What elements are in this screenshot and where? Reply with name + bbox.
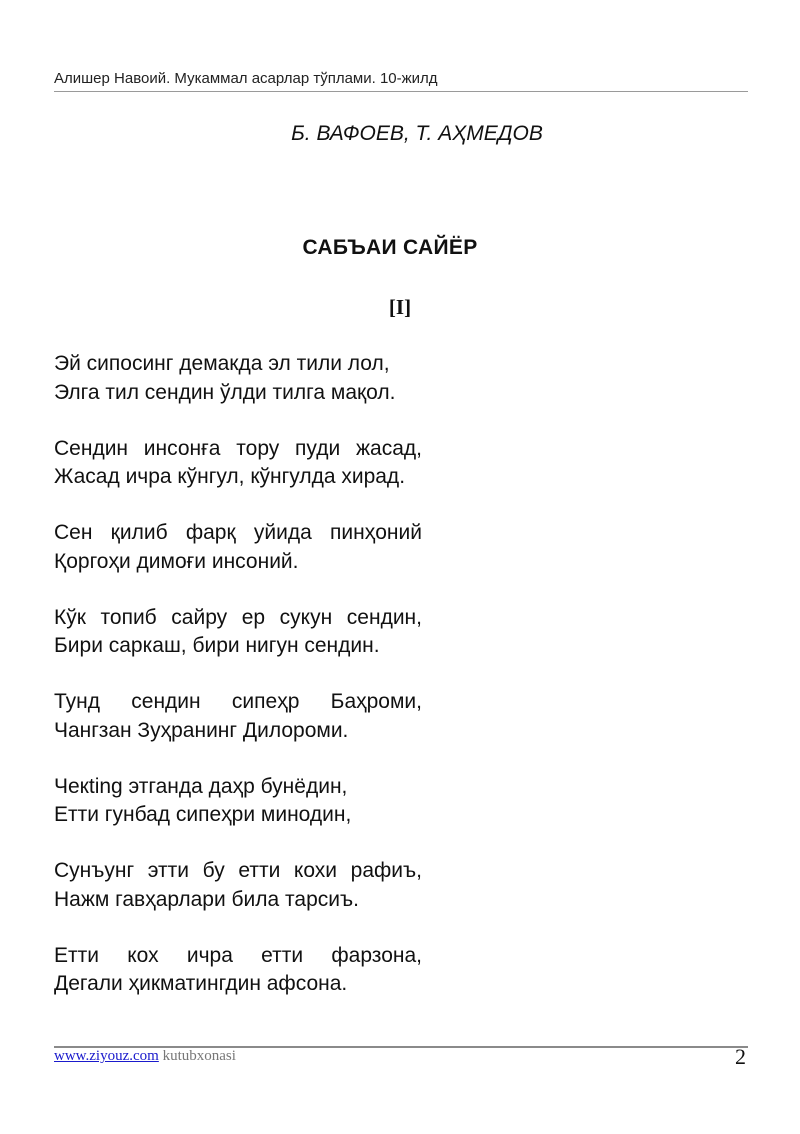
verse-line: Етти гунбад сипеҳри минодин, <box>54 803 352 826</box>
section-number: [I] <box>388 295 412 319</box>
verse-line: Сен қилиб фарқ уйида пинҳоний <box>54 521 422 544</box>
stanza <box>54 857 422 914</box>
verse-line: Элга тил сендин ўлди тилга мақол. <box>54 380 396 404</box>
verse-line: Сунъунг этти бу етти кохи рафиъ, <box>54 859 422 882</box>
site-link[interactable]: www.ziyouz.com <box>54 1048 159 1064</box>
stanza <box>54 519 422 576</box>
footer-suffix: kutubxonasi <box>162 1048 236 1064</box>
verse-line: Чангзан Зуҳранинг Дилороми. <box>54 718 349 742</box>
running-title: Алишер Навоий. Мукаммал асарлар тўплами. 10-жилд <box>54 70 438 87</box>
verse-line: Тунд сендин сипеҳр Баҳроми, <box>54 690 422 713</box>
verse-line: Етти кох ичра етти фарзона, <box>54 943 422 967</box>
verse-line: Эй сипосинг демакда эл тили лол, <box>54 352 390 375</box>
verse-line: Чекting этганда даҳр бунёдин, <box>54 774 348 798</box>
poem-title: САБЪАИ САЙЁР <box>302 236 478 259</box>
verse-line: Кўк топиб сайру ер сукун сендин, <box>54 605 422 629</box>
verse-line: Бири саркаш, бири нигун сендин. <box>54 634 380 657</box>
verse-line: Сендин инсонға тору пуди жасад, <box>54 436 422 460</box>
stanza <box>54 688 422 745</box>
stanza <box>54 350 422 407</box>
page-number: 2 <box>735 1044 746 1069</box>
verse-line: Нажм гавҳарлари била тарсиъ. <box>54 887 359 911</box>
stanza <box>54 942 422 999</box>
authors: Б. ВАФОЕВ, Т. АҲМЕДОВ <box>291 122 543 145</box>
stanza <box>54 773 422 830</box>
verse-line: Дегали ҳикматингдин афсона. <box>54 972 348 995</box>
verse-line: Жасад ичра кўнгул, кўнгулда хирад. <box>54 465 406 488</box>
stanza <box>54 604 422 661</box>
footer <box>54 1048 748 1065</box>
poem-body <box>54 350 422 1026</box>
verse-line: Қоргоҳи димоғи инсоний. <box>54 549 299 573</box>
running-header <box>54 70 748 92</box>
stanza <box>54 435 422 492</box>
